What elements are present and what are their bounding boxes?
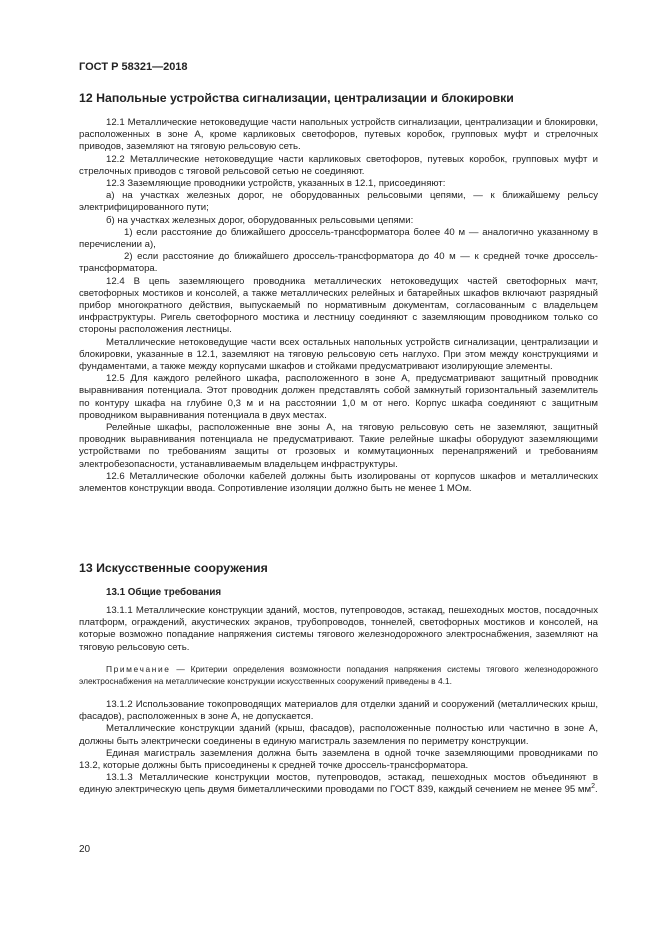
paragraph-13-1-2-cont1: Металлические конструкции зданий (крыш, фасадов), расположенные полностью или частично в зоне А, должны быть электрически соединены в единую магистраль заземления по периметру конструкции. (79, 723, 598, 747)
note-paragraph (79, 663, 598, 687)
paragraph-12-4: 12.4 В цепь заземляющего проводника металлических нетоковедущих частей светофорных мачт, светофорных мостиков и консолей, а также металлических релейных и батарейных шкафов включают разрядный прибор многократного действия, выпускаемый по нормативным документам, согласованным с владельцем инфраструктуры. Ригель светофорного мостика и лестницу соединяют с заземляющим проводником только со стороны расположения лестницы. (79, 275, 598, 336)
paragraph-13-1-1: 13.1.1 Металлические конструкции зданий, мостов, путепроводов, эстакад, пешеходных мостов, посадочных платформ, ограждений, акустических экранов, трубопроводов, тоннелей, светофорных мостиков и консолей, на которые возможно попадание напряжения системы тягового железнодорожного электроснабжения, заземляют на тяговую рельсовую сеть. (79, 605, 598, 653)
section-12-body (79, 117, 598, 495)
section-12-title: 12 Напольные устройства сигнализации, централизации и блокировки (79, 91, 514, 105)
paragraph-12-6: 12.6 Металлические оболочки кабелей должны быть изолированы от корпусов шкафов и металлических элементов конструкции ввода. Сопротивление изоляции должно быть не менее 1 МОм. (79, 470, 598, 495)
paragraph-12-3: 12.3 Заземляющие проводники устройств, указанных в 12.1, присоединяют: (106, 178, 446, 190)
list-item-b-1: 1) если расстояние до ближайшего дроссель-трансформатора более 40 м — аналогично указанному в перечислении а), (79, 226, 598, 251)
paragraph-12-5-cont: Релейные шкафы, расположенные вне зоны А, на тяговую рельсовую сеть не заземляют, защитный проводник выравнивания потенциала не предусматривают. Такие релейные шкафы оборудуют заземляющими устройствами по требованиям защиты от грозовых и коммутационных перенапряжений и требованиям электробезопасности, устанавливаемым владельцем инфраструктуры. (79, 422, 598, 470)
paragraph-13-1-2: 13.1.2 Использование токопроводящих материалов для отделки зданий и сооружений (металлических крыш, фасадов), расположенных в зоне А, не допускается. (79, 699, 598, 723)
paragraph-13-1-3 (79, 772, 598, 796)
note-label: Примечание (106, 664, 171, 674)
list-item-b: б) на участках железных дорог, оборудованных рельсовыми цепями: (106, 214, 414, 226)
paragraph-12-1: 12.1 Металлические нетоковедущие части напольных устройств сигнализации, централизации и блокировки, расположенных в зоне А, кроме карликовых светофоров, путевых коробок, групповых муфт и стрелочных приводов, заземляют на тяговую рельсовую сеть. (79, 117, 598, 153)
list-item-a: а) на участках железных дорог, не оборудованных рельсовыми цепями, — к ближайшему рельсу электрифицированного пути; (79, 190, 598, 214)
page-number: 20 (79, 844, 91, 855)
section-13-body-b (79, 699, 598, 797)
superscript: 2 (591, 783, 596, 791)
note-text: — Критерии определения возможности попадания напряжения системы тягового железнодорожного электроснабжения на металлические конструкции искусственных сооружений приведены в 4.1. (79, 664, 598, 686)
paragraph-12-2: 12.2 Металлические нетоковедущие части карликовых светофоров, путевых коробок, групповых муфт и стрелочных приводов с тяговой рельсовой сетью не соединяют. (79, 153, 598, 177)
paragraph-12-4-cont: Металлические нетоковедущие части всех остальных напольных устройств сигнализации, централизации и блокировки, указанные в 12.1, заземляют на тяговую рельсовую сеть наглухо. При этом между конструкциями и фундаментами, а также между корпусами шкафов и стойками предусматривают изолирующие элементы. (79, 336, 598, 373)
paragraph-13-1-3-text: 13.1.3 Металлические конструкции мостов, путепроводов, эстакад, пешеходных мостов объединяют в единую электрическую цепь двумя биметаллическими проводами по ГОСТ 839, каждый сечением не менее 95 мм (79, 772, 598, 796)
note (79, 663, 598, 687)
section-13-title: 13 Искусственные сооружения (79, 561, 268, 575)
subsection-13-1-title: 13.1 Общие требования (106, 587, 222, 598)
paragraph-12-5: 12.5 Для каждого релейного шкафа, расположенного в зоне А, предусматривают защитный проводник выравнивания потенциала. Этот проводник должен представлять собой замкнутый горизонтальный заземлитель по контуру шкафа на глубине 0,3 м и на расстоянии 1,0 м от него. Корпус шкафа соединяют с защитным проводником выравнивания потенциала в двух местах. (79, 373, 598, 421)
list-item-b-2: 2) если расстояние до ближайшего дроссель-трансформатора до 40 м — к средней точке дроссель-трансформатора. (79, 251, 598, 275)
paragraph-13-1-3-end: . (595, 784, 598, 796)
document-header: ГОСТ Р 58321—2018 (79, 61, 188, 73)
section-13-body-a (79, 605, 598, 654)
paragraph-13-1-2-cont2: Единая магистраль заземления должна быть заземлена в одной точке заземляющими проводниками по 13.2, которые должны быть присоединены к средней точке дроссель-трансформатора. (79, 747, 598, 772)
